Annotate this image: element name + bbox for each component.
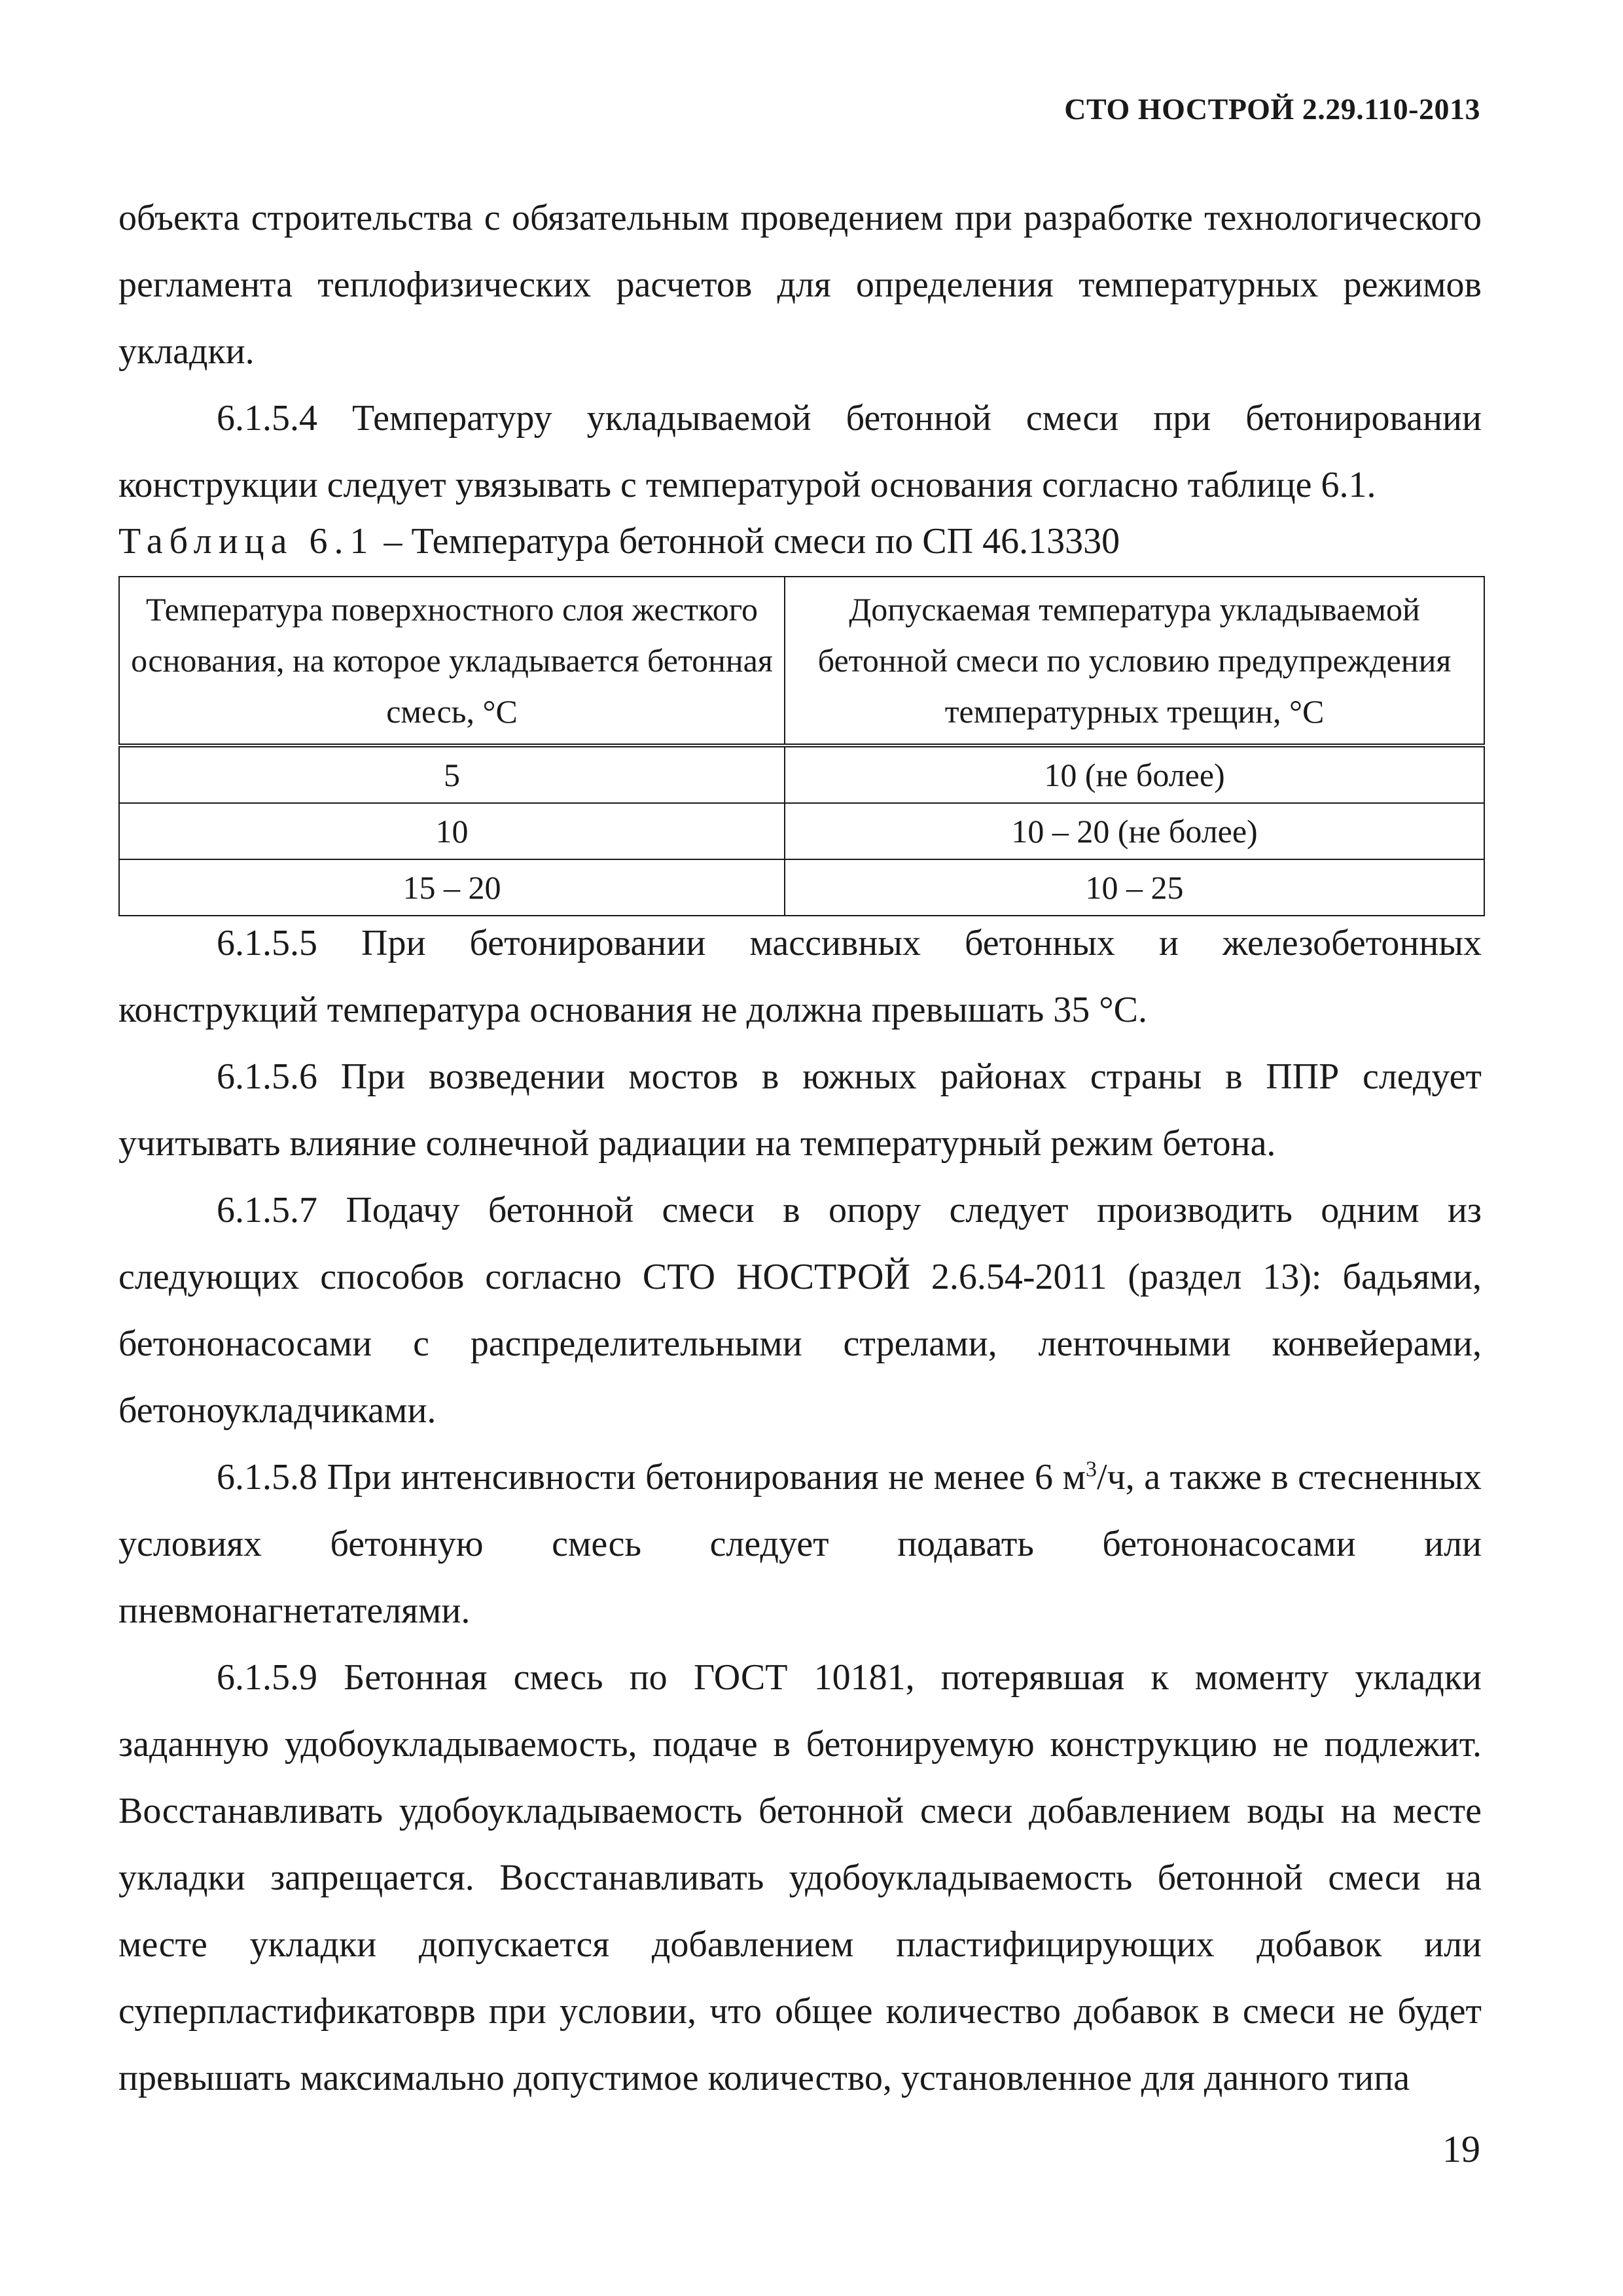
cubic-superscript: 3 bbox=[1086, 1457, 1097, 1482]
table-row bbox=[119, 745, 1484, 803]
paragraph-intro: объекта строительства с обязательным проведением при разработке технологического регламента теплофизических расчетов для определения температурных режимов укладки. bbox=[118, 198, 1482, 372]
table-row bbox=[119, 803, 1484, 859]
paragraph-6-1-5-7: 6.1.5.7 Подачу бетонной смеси в опору следует производить одним из следующих способов согласно СТО НОСТРОЙ 2.6.54-2011 (раздел 13): бадьями, бетононасосами с распределительными стрелами, ленточными конвейерами, бетоноукладчиками. bbox=[118, 1190, 1482, 1431]
table-cell: 5 bbox=[119, 745, 785, 803]
paragraph-6-1-5-8-end: /ч, а также в стесненных условиях бетонную смесь следует подавать бетононасосами или пневмонагнетателями. bbox=[118, 1457, 1482, 1631]
paragraph-6-1-5-6: 6.1.5.6 При возведении мостов в южных районах страны в ППР следует учитывать влияние солнечной радиации на температурный режим бетона. bbox=[118, 1056, 1482, 1164]
table-cell: 10 – 25 bbox=[785, 859, 1484, 916]
paragraph-6-1-5-9: 6.1.5.9 Бетонная смесь по ГОСТ 10181, потерявшая к моменту укладки заданную удобоукладываемость, подаче в бетонируемую конструкцию не подлежит. Восстанавливать удобоукладываемость бетонной смеси добавлением воды на месте укладки запрещается. Восстанавливать удобоукладываемость бетонной смеси на месте укладки допускается добавлением пластифицирующих добавок или суперпластификатоврв при условии, что общее количество добавок в смеси не будет превышать максимально допустимое количество, установленное для данного типа bbox=[118, 1657, 1482, 2098]
temperature-table bbox=[118, 576, 1485, 916]
main-paragraph-block bbox=[118, 910, 1482, 2111]
page-number: 19 bbox=[1442, 2128, 1480, 2170]
table-header-allowed-temperature: Допускаемая температура укладываемой бетонной смеси по условию предупреждения температурных трещин, °С bbox=[785, 577, 1484, 745]
document-code-header: СТО НОСТРОЙ 2.29.110-2013 bbox=[1064, 92, 1480, 126]
table-caption-text: – Температура бетонной смеси по СП 46.13330 bbox=[374, 521, 1120, 562]
table-header-base-temperature: Температура поверхностного слоя жесткого основания, на которое укладывается бетонная смесь, °С bbox=[119, 577, 785, 745]
intro-paragraph-block bbox=[118, 185, 1482, 518]
table-caption-prefix: Таблица 6.1 bbox=[118, 521, 375, 562]
paragraph-6-1-5-8-start: 6.1.5.8 При интенсивности бетонирования не менее 6 м bbox=[217, 1457, 1086, 1498]
paragraph-6-1-5-5: 6.1.5.5 При бетонировании массивных бетонных и железобетонных конструкций температура основания не должна превышать 35 °С. bbox=[118, 923, 1482, 1030]
table-cell: 10 (не более) bbox=[785, 745, 1484, 803]
table-row bbox=[119, 859, 1484, 916]
table-header-row bbox=[119, 577, 1484, 745]
temperature-table-container bbox=[118, 576, 1485, 916]
table-cell: 10 bbox=[119, 803, 785, 859]
table-cell: 10 – 20 (не более) bbox=[785, 803, 1484, 859]
paragraph-6-1-5-4: 6.1.5.4 Температуру укладываемой бетонной смеси при бетонировании конструкции следует увязывать с температурой основания согласно таблице 6.1. bbox=[118, 398, 1482, 505]
table-cell: 15 – 20 bbox=[119, 859, 785, 916]
table-caption bbox=[118, 512, 1120, 571]
paragraph-6-1-5-8 bbox=[118, 1444, 1482, 1644]
